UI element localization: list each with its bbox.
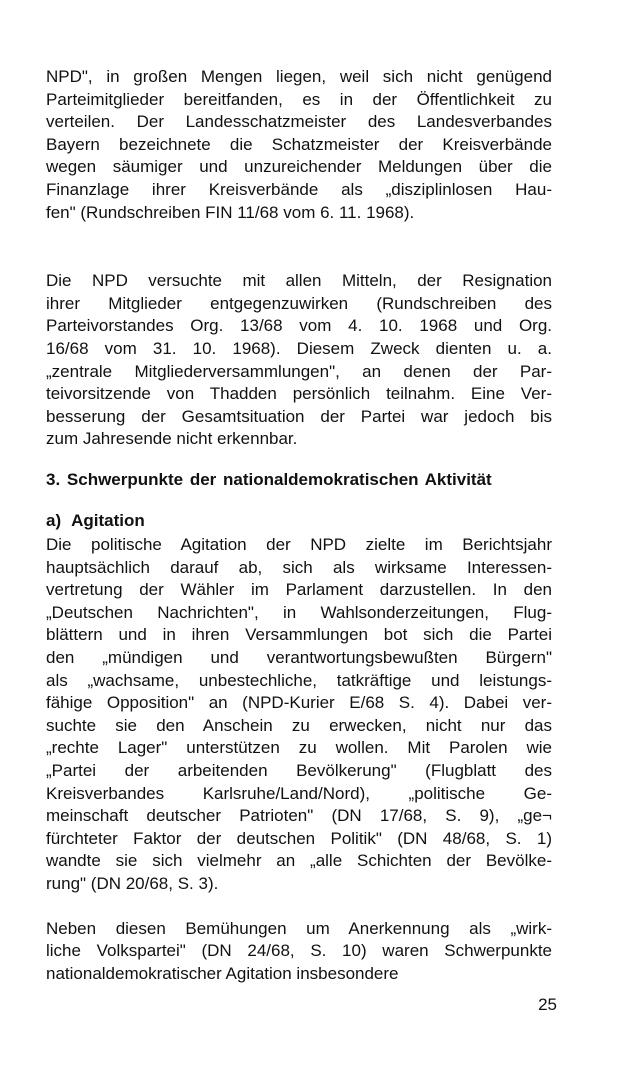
text-line: fen" (Rundschreiben FIN 11/68 vom 6. 11. 1968). [46, 202, 415, 222]
paragraph-4 [46, 918, 552, 986]
text-line: zum Jahresende nicht erkennbar. [46, 429, 298, 449]
text-line: „zentrale Mitgliederversammlungen", an denen der Par- [46, 361, 552, 381]
text-line: NPD", in großen Mengen liegen, weil sich nicht genügend [46, 67, 552, 86]
text-line: besserung der Gesamtsituation der Partei war jedoch bis [46, 406, 552, 426]
text-line: den „mündigen und verantwortungsbewußten Bürgern" [46, 648, 552, 668]
text-line: fürchteter Faktor der deutschen Politik" (DN 48/68, S. 1) [46, 828, 552, 848]
section-heading: 3. Schwerpunkte der nationaldemokratischen Aktivität [46, 469, 492, 489]
subsection-title: Agitation [71, 510, 145, 530]
text-line: suchte sie den Anschein zu erwecken, nicht nur das [46, 715, 552, 735]
text-line: verteilen. Der Landesschatzmeister des Landesverbandes [46, 112, 552, 132]
paragraph-1 [46, 66, 552, 224]
text-line: wegen säumiger und unzureichender Meldungen über die [46, 157, 552, 177]
text-line: vertretung der Wähler im Parlament darzustellen. In den [46, 580, 552, 600]
text-line: meinschaft deutscher Patrioten" (DN 17/68, S. 9), „ge¬ [46, 806, 552, 826]
text-line: Neben diesen Bemühungen um Anerkennung als „wirk- [46, 918, 552, 938]
text-line: nationaldemokratischer Agitation insbesondere [46, 963, 399, 983]
text-line: ihrer Mitglieder entgegenzuwirken (Rundschreiben des [46, 293, 552, 313]
text-line: Finanzlage ihrer Kreisverbände als „disziplinlosen Hau- [46, 179, 552, 199]
text-line: als „wachsame, unbestechliche, tatkräftige und leistungs- [46, 670, 552, 690]
text-line: blättern und in ihren Versammlungen bot sich die Partei [46, 625, 552, 645]
text-line: Die politische Agitation der NPD zielte im Berichtsjahr [46, 535, 552, 555]
paragraph-3 [46, 534, 552, 896]
text-line: „rechte Lager" unterstützen zu wollen. Mit Parolen wie [46, 738, 552, 758]
text-line: Kreisverbandes Karlsruhe/Land/Nord), „politische Ge- [46, 783, 552, 803]
page-number: 25 [538, 995, 557, 1014]
text-line: Parteimitglieder bereitfanden, es in der Öffentlichkeit zu [46, 89, 552, 109]
subsection-number: a) [46, 510, 62, 530]
paragraph-2 [46, 270, 552, 451]
text-line: wandte sie sich vielmehr an „alle Schichten der Bevölke- [46, 851, 552, 871]
text-line: Bayern bezeichnete die Schatzmeister der Kreisverbände [46, 134, 552, 154]
text-line: fähige Opposition" an (NPD-Kurier E/68 S. 4). Dabei ver- [46, 693, 552, 713]
text-line: rung" (DN 20/68, S. 3). [46, 874, 219, 893]
text-line: „Partei der arbeitenden Bevölkerung" (Flugblatt des [46, 761, 552, 781]
text-line: hauptsächlich darauf ab, sich als wirksame Interessen- [46, 557, 552, 577]
text-line: Parteivorstandes Org. 13/68 vom 4. 10. 1968 und Org. [46, 316, 552, 336]
text-line: Die NPD versuchte mit allen Mitteln, der Resignation [46, 271, 552, 291]
text-line: teivorsitzende von Thadden persönlich teilnahm. Eine Ver- [46, 384, 552, 404]
subsection-heading [46, 510, 552, 533]
text-line: 16/68 vom 31. 10. 1968). Diesem Zweck dienten u. a. [46, 338, 552, 358]
document-page [46, 66, 552, 985]
text-line: liche Volkspartei" (DN 24/68, S. 10) waren Schwerpunkte [46, 941, 552, 961]
text-line: „Deutschen Nachrichten", in Wahlsonderzeitungen, Flug- [46, 602, 552, 622]
